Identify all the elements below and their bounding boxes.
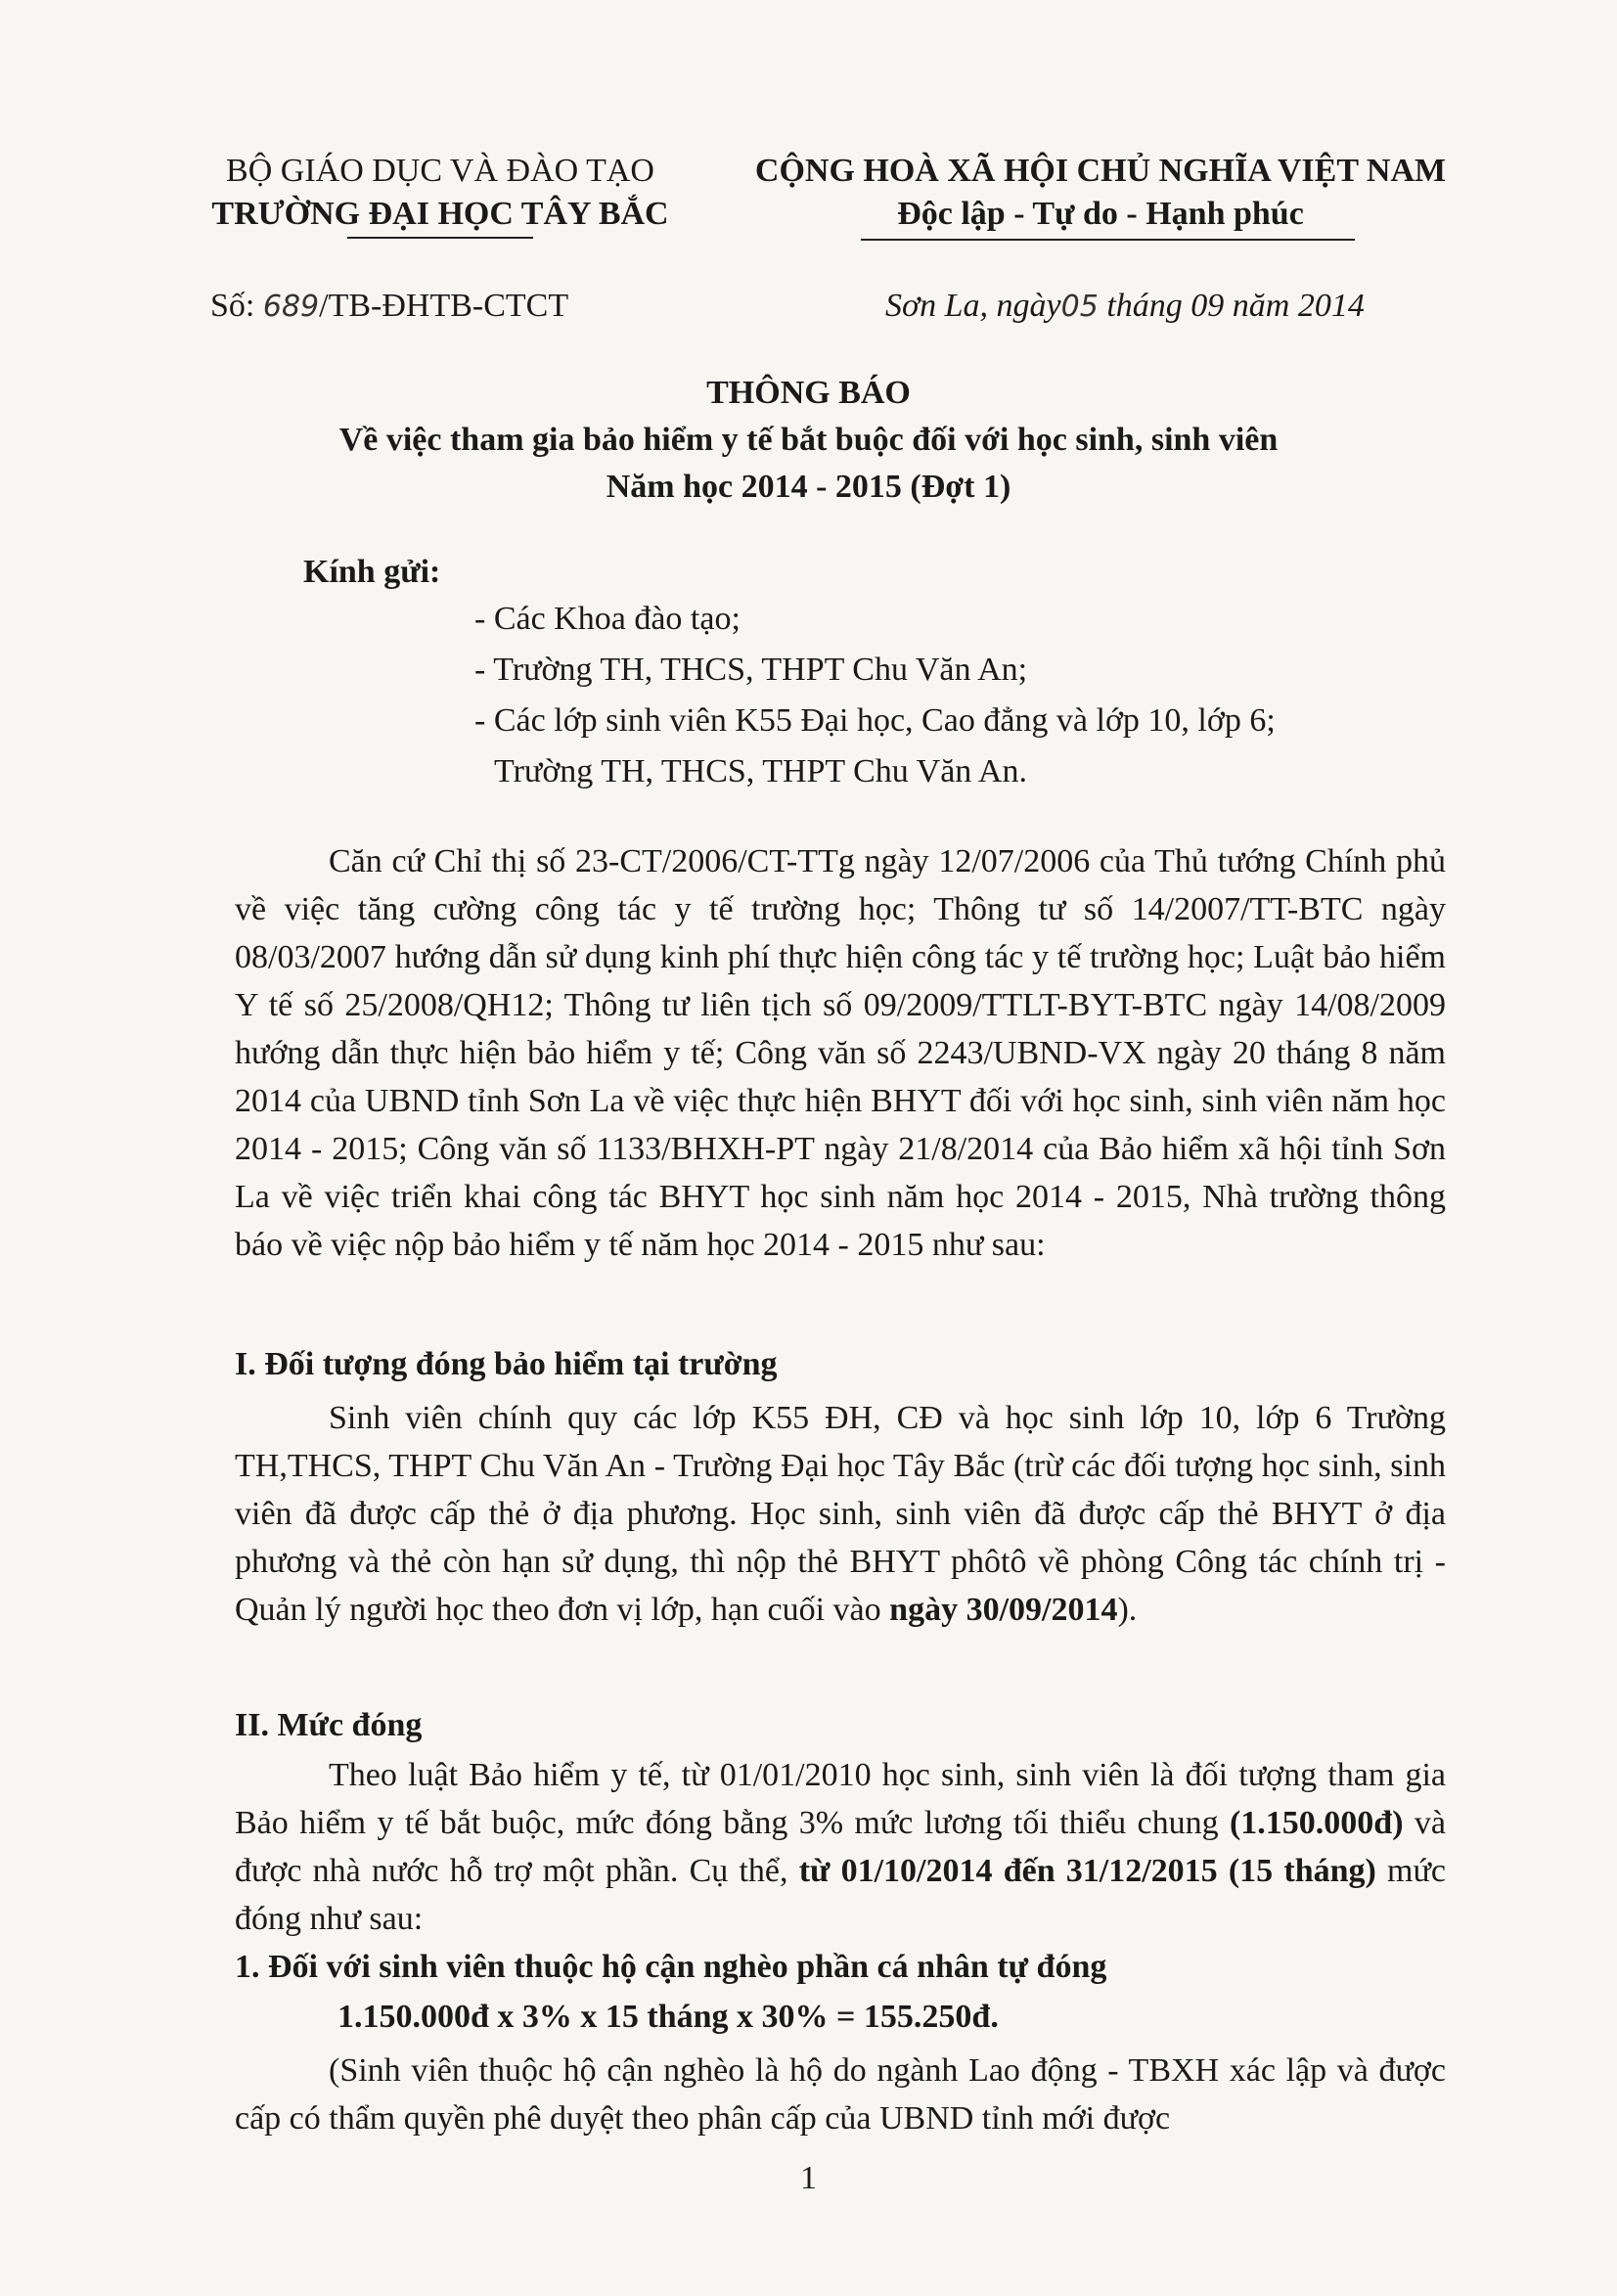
document-title [0,370,1617,511]
section-2-body: Theo luật Bảo hiểm y tế, từ 01/01/2010 học sinh, sinh viên là đối tượng tham gia Bảo hiểm y tế bắt buộc, mức đóng bằng 3% mức lương tối thiểu chung (1.150.000đ) và được nhà nước hỗ trợ một phần. Cụ thể, từ 01/10/2014 đến 31/12/2015 (15 tháng) mức đóng như sau: [235,1757,1446,1937]
motto-underline [861,239,1355,241]
national-motto-block [729,150,1472,236]
page-number: 1 [800,2160,817,2196]
subsection-1-heading: 1. Đối với sinh viên thuộc hộ cận nghèo phần cá nhân tự đóng [235,1949,1107,1985]
fee-formula: 1.150.000đ x 3% x 15 tháng x 30% = 155.250đ. [337,1999,999,2035]
section-1-body: Sinh viên chính quy các lớp K55 ĐH, CĐ và học sinh lớp 10, lớp 6 Trường TH,THCS, THPT Chu Văn An - Trường Đại học Tây Bắc (trừ các đối tượng học sinh, sinh viên đã được cấp thẻ ở địa phương. Học sinh, sinh viên đã được cấp thẻ BHYT ở địa phương và thẻ còn hạn sử dụng, thì nộp thẻ BHYT phôtô về phòng Công tác chính trị - Quản lý người học theo đơn vị lớp, hạn cuối vào ngày 30/09/2014). [235,1400,1446,1628]
handwritten-number: 689 [262,290,320,324]
issuer-block [161,150,719,236]
title-line-1: THÔNG BÁO [706,375,911,411]
document-number: Số: 689/TB-ĐHTB-CTCT [210,288,569,324]
country-name: CỘNG HOÀ XÃ HỘI CHỦ NGHĨA VIỆT NAM [754,153,1447,189]
handwritten-day: 05 [1060,290,1099,324]
minimum-wage-amount: (1.150.000đ) [1229,1805,1404,1841]
recipient-item: - Trường TH, THCS, THPT Chu Văn An; [474,652,1028,688]
issuer-underline [347,237,533,239]
section-2-heading: II. Mức đóng [235,1707,423,1743]
date-line: Sơn La, ngày05 tháng 09 năm 2014 [885,288,1365,324]
title-line-2: Về việc tham gia bảo hiểm y tế bắt buộc đối với học sinh, sinh viên [338,422,1279,458]
subsection-1-note: (Sinh viên thuộc hộ cận nghèo là hộ do ngành Lao động - TBXH xác lập và được cấp có thẩm quyền phê duyệt theo phân cấp của UBND tỉnh mới được [235,2052,1446,2137]
greeting: Kính gửi: [303,554,441,590]
recipient-item: Trường TH, THCS, THPT Chu Văn An. [494,753,1027,789]
coverage-period: từ 01/10/2014 đến 31/12/2015 (15 tháng) [798,1853,1376,1889]
recipient-item: - Các lớp sinh viên K55 Đại học, Cao đẳng và lớp 10, lớp 6; [474,702,1276,739]
deadline-date: ngày 30/09/2014 [889,1592,1118,1628]
recipient-list [474,594,1276,797]
title-line-3: Năm học 2014 - 2015 (Đợt 1) [606,469,1011,505]
intro-paragraph: Căn cứ Chỉ thị số 23-CT/2006/CT-TTg ngày 12/07/2006 của Thủ tướng Chính phủ về việc tăng cường công tác y tế trường học; Thông tư số 14/2007/TT-BTC ngày 08/03/2007 hướng dẫn sử dụng kinh phí thực hiện công tác y tế trường học; Luật bảo hiểm Y tế số 25/2008/QH12; Thông tư liên tịch số 09/2009/TTLT-BYT-BTC ngày 14/08/2009 hướng dẫn thực hiện bảo hiểm y tế; Công văn số 2243/UBND-VX ngày 20 tháng 8 năm 2014 của UBND tỉnh Sơn La về việc thực hiện BHYT đối với học sinh, sinh viên năm học 2014 - 2015; Công văn số 1133/BHXH-PT ngày 21/8/2014 của Bảo hiểm xã hội tỉnh Sơn La về việc triển khai công tác BHYT học sinh năm học 2014 - 2015, Nhà trường thông báo về việc nộp bảo hiểm y tế năm học 2014 - 2015 như sau: [235,843,1446,1263]
university-name: TRƯỜNG ĐẠI HỌC TÂY BẮC [211,196,669,232]
recipient-item: - Các Khoa đào tạo; [474,601,741,637]
section-1-heading: I. Đối tượng đóng bảo hiểm tại trường [235,1346,778,1382]
motto: Độc lập - Tự do - Hạnh phúc [897,196,1304,232]
ministry-name: BỘ GIÁO DỤC VÀ ĐÀO TẠO [226,153,654,189]
